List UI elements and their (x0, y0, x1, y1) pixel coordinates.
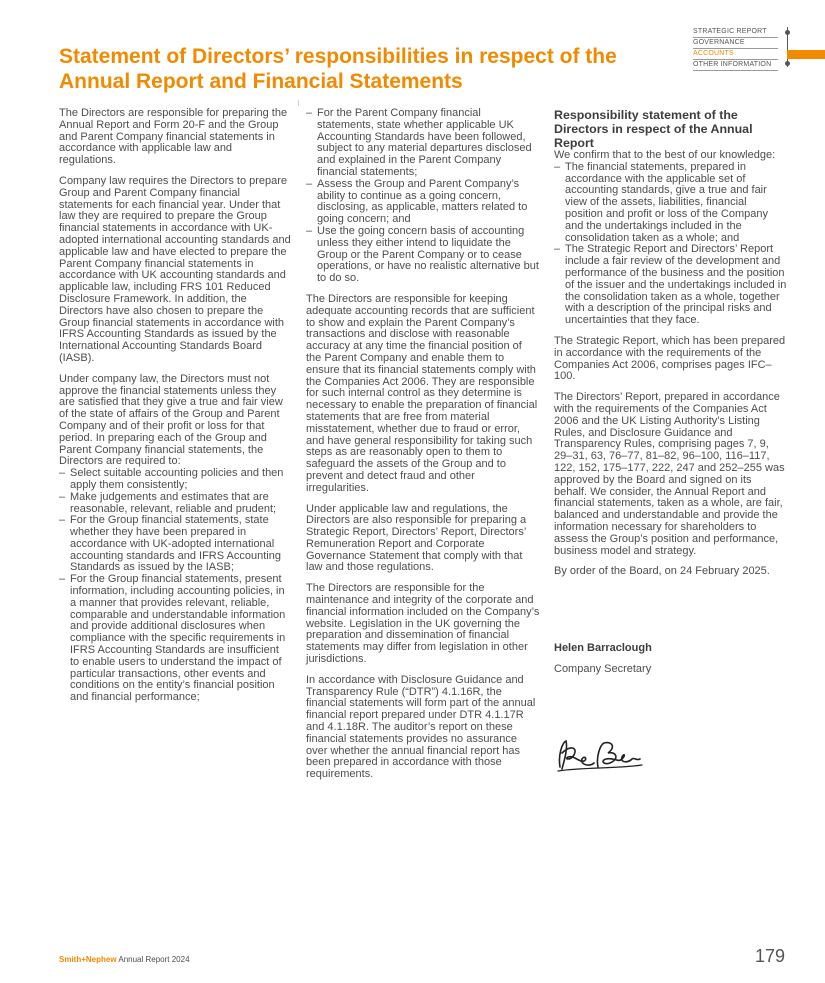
footer (59, 955, 190, 964)
paragraph: The Directors’ Report, prepared in accordance with the requirements of the Companies Act 2006 and the UK Listing Authority’s Listing Rules, and Disclosure Guidance and Transparency Rules, comprising pages 7, 9, 29–31, 63, 76–77, 81–82, 96–100, 116–117, 122, 152, 175–177, 222, 247 and 252–255 was approved by the Board and signed on its behalf. We consider, the Annual Report and financial statements, taken as a whole, are fair, balanced and understandable and provide the information necessary for shareholders to assess the Group’s position and performance, business model and strategy. (554, 391, 785, 557)
nav-active-tab-marker (787, 50, 825, 59)
nav-item-strategic-report[interactable]: STRATEGIC REPORT (693, 27, 778, 38)
paragraph: The Strategic Report, which has been prepared in accordance with the requirements of the Companies Act 2006, comprises pages IFC–100. (554, 334, 786, 383)
brand-name: Smith+Nephew (59, 955, 117, 964)
column-2 (306, 108, 540, 790)
paragraph: The Directors are responsible for preparing the Annual Report and Form 20-F and the Group and Parent Company financial statements in accordance with applicable law and regulations. (59, 107, 288, 167)
paragraph: In accordance with Disclosure Guidance and Transparency Rule (“DTR”) 4.1.16R, the financial statements will form part of the annual financial report prepared under DTR 4.1.17R and 4.1.18R. The auditor’s report on these financial statements provides no assurance over whether the annual financial report has been prepared in accordance with those requirements. (306, 673, 536, 781)
requirements-list-continued (306, 108, 540, 285)
signer-name: Helen Barraclough (554, 642, 652, 655)
nav-indicator-dot (785, 30, 790, 35)
nav-item-accounts[interactable]: ACCOUNTS (693, 49, 778, 60)
page-number: 179 (754, 946, 785, 966)
nav-indicator-dot (785, 61, 790, 66)
paragraph: The Directors are responsible for keeping adequate accounting records that are sufficient to show and explain the Parent Company’s transactions and disclose with reasonable accuracy at any time the financial position of the Parent Company and enable them to ensure that its financial statements comply with the Companies Act 2006. They are responsible for such internal control as they determine is necessary to enable the preparation of financial statements that are free from material misstatement, whether due to fraud or error, and have general responsibility for taking such steps as are reasonably open to them to safeguard the assets of the Group and to prevent and detect fraud and other irregularities. (306, 292, 538, 494)
column-3 (554, 108, 787, 685)
confirmation-list (554, 162, 787, 327)
paragraph: The Directors are responsible for the maintenance and integrity of the corporate and financial information included on the Company’s website. Legislation in the UK governing the preparation and dissemination of financial statements may differ from legislation in other jurisdictions. (306, 582, 540, 666)
paragraph: By order of the Board, on 24 February 2025. (554, 565, 770, 578)
column-1 (59, 108, 291, 713)
list-item: – Use the going concern basis of accounting unless they either intend to liquidate the Group or the Parent Company or to cease operations, or have no realistic alternative but to do so. (306, 226, 540, 285)
list-item: – Assess the Group and Parent Company’s ability to continue as a going concern, disclosing, as applicable, matters related to going concern; and (306, 179, 540, 226)
paragraph: Under applicable law and regulations, the Directors are also responsible for preparing a Strategic Report, Directors’ Report, Directors’ Remuneration Report and Corporate Governance Statement that comply with that law and those regulations. (306, 502, 527, 574)
list-item: – For the Group financial statements, state whether they have been prepared in accordance with UK-adopted international accounting standards and IFRS Accounting Standards as issued by the IASB; (59, 515, 291, 574)
list-item: – Make judgements and estimates that are reasonable, relevant, reliable and prudent; (59, 492, 291, 516)
list-item: – Select suitable accounting policies and then apply them consistently; (59, 468, 291, 492)
signature-space (554, 587, 787, 643)
list-item: – For the Group financial statements, present information, including accounting policies, in a manner that provides relevant, reliable, comparable and understandable information and provide additional disclosures when compliance with the specific requirements in IFRS Accounting Standards are insufficient to enable users to understand the impact of particular transactions, other events and conditions on the entity’s financial position and financial performance; (59, 574, 291, 704)
column-divider (298, 100, 299, 106)
paragraph: We confirm that to the best of our knowledge: (554, 149, 776, 161)
signer-title: Company Secretary (554, 662, 652, 675)
page-title: Statement of Directors’ responsibilities in respect of the Annual Report and Financial Statements (59, 45, 617, 93)
list-item: – For the Parent Company financial statements, state whether applicable UK Accounting Standards have been followed, subject to any material departures disclosed and explained in the Parent Company financial statements; (306, 108, 540, 179)
paragraph: Company law requires the Directors to prepare Group and Parent Company financial statements for each financial year. Under that law they are required to prepare the Group financial statements in accordance with UK-adopted international accounting standards and applicable law and have elected to prepare the Parent Company financial statements in accordance with UK accounting standards and applicable law, including FRS 101 Reduced Disclosure Framework. In addition, the Directors have also chosen to prepare the Group financial statements in accordance with IFRS Accounting Standards as issued by the International Accounting Standards Board (IASB). (59, 174, 291, 364)
report-title: Annual Report 2024 (118, 955, 190, 964)
requirements-list (59, 468, 291, 704)
responsibility-statement-heading: Responsibility statement of the Directors in respect of the Annual Report (554, 108, 753, 150)
list-item: – The financial statements, prepared in accordance with the applicable set of accounting standards, give a true and fair view of the assets, liabilities, financial position and profit or loss of the Company and the undertakings included in the consolidation taken as a whole; and (554, 162, 787, 245)
section-navigation (693, 27, 825, 71)
nav-item-other-information[interactable]: OTHER INFORMATION (693, 60, 778, 71)
paragraph: Under company law, the Directors must not approve the financial statements unless they are satisfied that they give a true and fair view of the state of affairs of the Group and Parent Company and of their profit or loss for that period. In preparing each of the Group and Parent Company financial statements, the Directors are required to: (59, 372, 283, 468)
list-item: – The Strategic Report and Directors’ Report include a fair review of the development and performance of the business and the position of the issuer and the undertakings included in the consolidation taken as a whole, together with a description of the principal risks and uncertainties that they face. (554, 244, 787, 327)
signature-image (554, 737, 644, 777)
nav-item-governance[interactable]: GOVERNANCE (693, 38, 778, 49)
